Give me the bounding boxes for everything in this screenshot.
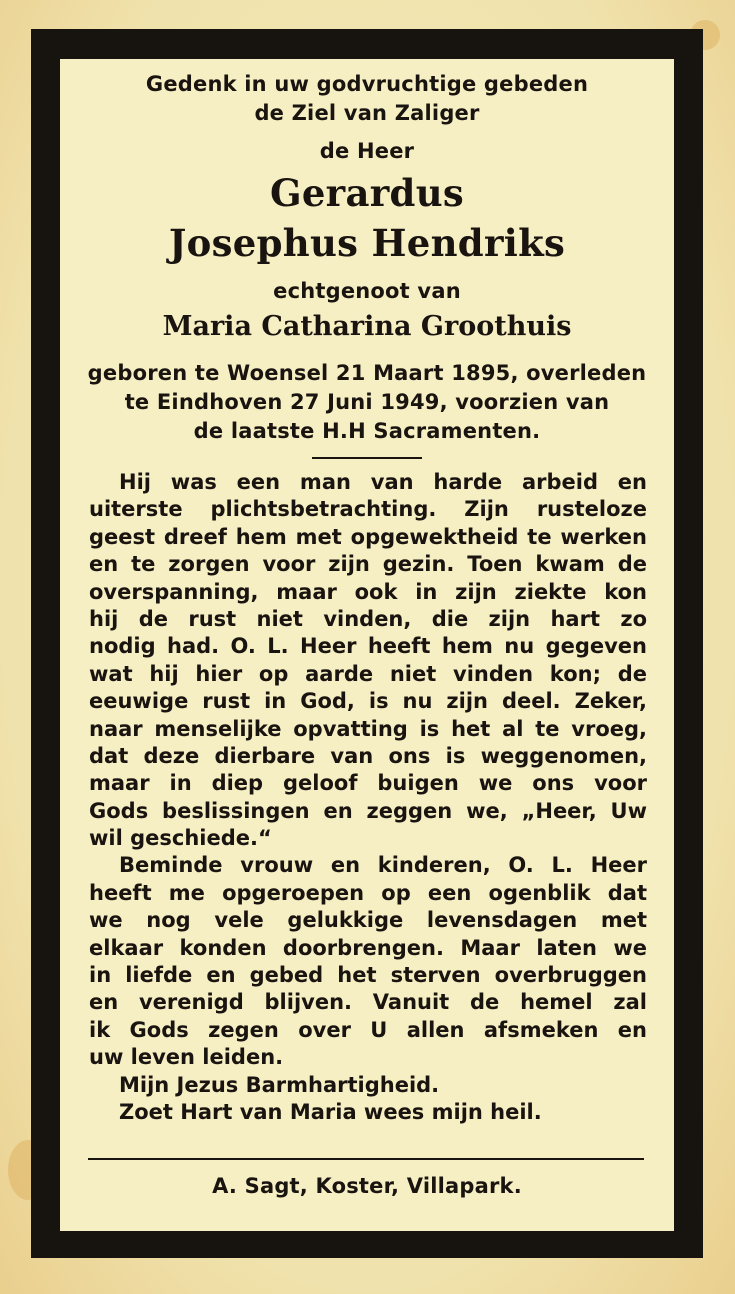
dates-line-3: de laatste H.H Sacramenten. xyxy=(193,419,541,443)
deceased-full-name: Josephus Hendriks xyxy=(168,221,566,265)
text-line: nodig had. O. L. Heer heeft hem nu gegeven xyxy=(89,634,647,659)
long-divider xyxy=(88,1158,644,1160)
dates-line-1: geboren te Woensel 21 Maart 1895, overleden xyxy=(87,361,647,385)
text-line: uw leven leiden. xyxy=(89,1045,284,1070)
text-line: wat hij hier op aarde niet vinden kon; de xyxy=(89,661,647,686)
text-line: Zoet Hart van Maria wees mijn heil. xyxy=(119,1099,542,1124)
text-line: naar menselijke opvatting is het al te vroeg, xyxy=(89,716,647,741)
text-line: uiterste plichtsbetrachting. Zijn rusteloze xyxy=(89,497,647,522)
text-line: geest dreef hem met opgewektheid te werken xyxy=(89,524,647,549)
text-line: en verenigd blijven. Vanuit de hemel zal xyxy=(89,990,647,1015)
text-line: Beminde vrouw en kinderen, O. L. Heer xyxy=(119,853,647,878)
printer-line: A. Sagt, Koster, Villapark. xyxy=(212,1174,522,1198)
text-line: we nog vele gelukkige levensdagen met xyxy=(89,908,647,933)
dates-line-2: te Eindhoven 27 Juni 1949, voorzien van xyxy=(124,390,610,414)
text-line: eeuwige rust in God, is nu zijn deel. Zeker, xyxy=(89,689,647,714)
short-divider xyxy=(312,457,422,459)
text-line: Mijn Jezus Barmhartigheid. xyxy=(119,1072,440,1097)
text-line: in liefde en gebed het sterven overbruggen xyxy=(89,963,647,988)
intro-line-1: Gedenk in uw godvruchtige gebeden xyxy=(145,72,589,96)
text-line: heeft me opgeroepen op een ogenblik dat xyxy=(89,880,647,905)
text-line: elkaar konden doorbrengen. Maar laten we xyxy=(89,935,647,960)
spouse-name: Maria Catharina Groothuis xyxy=(162,311,572,342)
card-panel xyxy=(60,59,674,1231)
text-line: dat deze dierbare van ons is weggenomen, xyxy=(89,743,647,768)
intro-line-3: de Heer xyxy=(319,139,415,163)
text-line: maar in diep geloof buigen we ons voor xyxy=(89,771,647,796)
memorial-text xyxy=(89,469,647,1126)
text-line: Gods beslissingen en zeggen we, „Heer, Uw xyxy=(89,798,647,823)
text-line: Hij was een man van harde arbeid en xyxy=(119,470,647,494)
text-line: hij de rust niet vinden, die zijn hart zo xyxy=(89,606,647,631)
spouse-intro: echtgenoot van xyxy=(273,279,461,303)
deceased-first-name: Gerardus xyxy=(269,171,465,215)
intro-line-2: de Ziel van Zaliger xyxy=(254,101,480,125)
text-line: en te zorgen voor zijn gezin. Toen kwam de xyxy=(89,552,647,577)
text-line: wil geschiede.“ xyxy=(89,826,272,851)
mourning-border xyxy=(31,29,703,1258)
text-line: ik Gods zegen over U allen afsmeken en xyxy=(89,1017,647,1042)
text-line: overspanning, maar ook in zijn ziekte kon xyxy=(89,579,647,604)
